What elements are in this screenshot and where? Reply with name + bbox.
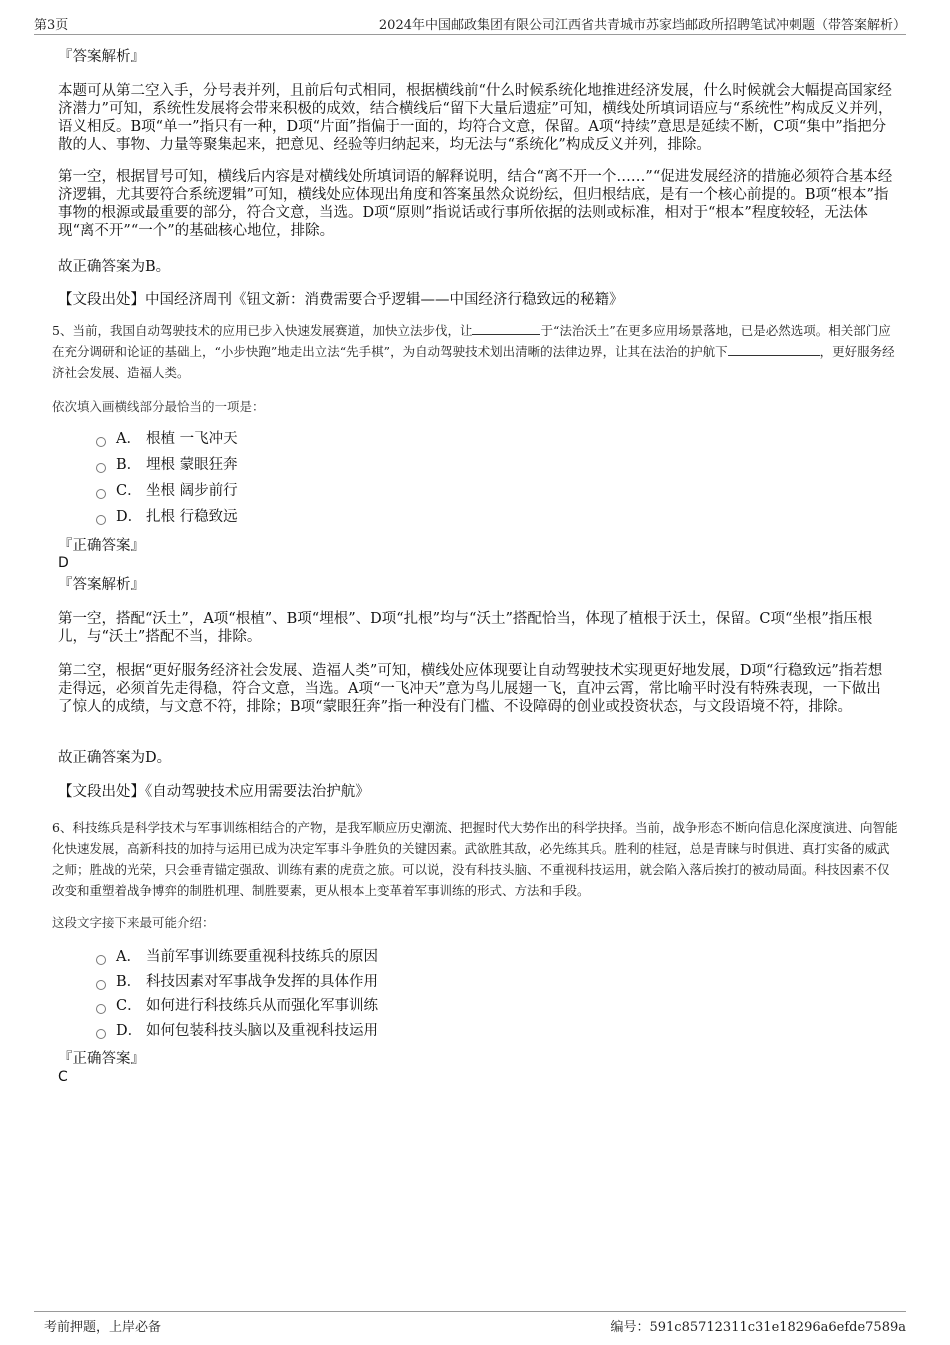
option-letter: A．	[116, 431, 141, 447]
q4-source: 【文段出处】中国经济周刊《钮文新：消费需要合乎逻辑——中国经济行稳致远的秘籍》	[58, 292, 624, 308]
page-footer	[34, 1311, 906, 1336]
q5-option-b[interactable]	[96, 456, 238, 474]
option-text: 扎根 行稳致远	[146, 509, 238, 525]
radio-icon[interactable]	[96, 980, 106, 990]
option-letter: C．	[116, 483, 142, 499]
radio-icon[interactable]	[96, 463, 106, 473]
radio-icon[interactable]	[96, 489, 106, 499]
q5-analysis-para1: 第一空，搭配“沃土”，A项“根植”、B项“埋根”、D项“扎根”均与“沃土”搭配恰当，体现了植根于沃土，保留。C项“坐根”指压根儿，与“沃土”搭配不当，排除。	[58, 611, 873, 645]
q6-stem: 6、科技练兵是科学技术与军事训练相结合的产物，是我军顺应历史潮流、把握时代大势作出的科学抉择。当前，战争形态不断向信息化深度演进、向智能化快速发展，高新科技的加持与运用已成为决定军事斗争胜负的关键因素。武欲胜其敌，必先练其兵。胜利的桂冠，总是青睐与时俱进、真打实备的威武之师；胜战的光荣，只会垂青锚定强敌、训练有素的虎贲之旅。可以说，没有科技头脑、不重视科技运用，就会陷入落后挨打的被动局面。科技因素不仅改变和重塑着战争博弈的制胜机理、制胜要素，更从根本上变革着军事训练的形式、方法和手段。	[52, 820, 898, 898]
option-text: 埋根 蒙眼狂奔	[146, 457, 238, 473]
option-text: 坐根 阔步前行	[146, 483, 238, 499]
q5-correct-label: 『正确答案』	[58, 538, 145, 554]
page-header	[34, 12, 906, 35]
page-number: 第3页	[34, 18, 69, 33]
q5-stem-part2: 于“法治沃土”在更多应用场景落地，已是必然选项。相关部门应在充分调研和论证的基础上，“小步快跑”地走出立法“先手棋”，为自动驾驶技术划出清晰的法律边界，让其在法治的护航下	[52, 323, 891, 359]
q4-analysis-para2: 第一空，根据冒号可知，横线后内容是对横线处所填词语的解释说明，结合“离不开一个……”“促进发展经济的措施必须符合基本经济逻辑，尤其要符合系统逻辑”可知，横线处应体现出角度和答案虽然众说纷纭，但归根结底，是有一个核心前提的。B项“根本”指事物的根源或最重要的部分，符合文意，当选。D项“原则”指说话或行事所依据的法则或标准，相对于“根本”程度较轻，无法体现“离不开”“一个”的基础核心地位，排除。	[58, 169, 893, 239]
q5-stem	[52, 320, 900, 383]
radio-icon[interactable]	[96, 955, 106, 965]
option-letter: B．	[116, 974, 142, 990]
option-letter: A．	[116, 949, 141, 965]
radio-icon[interactable]	[96, 515, 106, 525]
q5-option-d[interactable]	[96, 508, 238, 526]
q5-stem-part1: 5、当前，我国自动驾驶技术的应用已步入快速发展赛道，加快立法步伐，让	[52, 323, 473, 338]
footer-motto: 考前押题，上岸必备	[44, 1320, 162, 1335]
q5-analysis-para2: 第二空，根据“更好服务经济社会发展、造福人类”可知，横线处应体现要让自动驾驶技术实现更好地发展，D项“行稳致远”指若想走得远，必须首先走得稳，符合文意，当选。A项“一飞冲天”意为鸟儿展翅一飞，直冲云霄，常比喻平时没有特殊表现，一下做出了惊人的成绩，与文意不符，排除；B项“蒙眼狂奔”指一种没有门槛、不设障碍的创业或投资状态，与文段语境不符，排除。	[58, 663, 883, 715]
option-text: 科技因素对军事战争发挥的具体作用	[146, 974, 378, 990]
option-letter: C．	[116, 998, 142, 1014]
option-text: 当前军事训练要重视科技练兵的原因	[146, 949, 378, 965]
q5-option-c[interactable]	[96, 482, 238, 500]
q5-stem-part3: ，更好服务经济社会发展、造福人类。	[52, 344, 895, 380]
option-letter: D．	[116, 509, 143, 525]
q6-correct-label: 『正确答案』	[58, 1051, 145, 1067]
q5-correct-answer: D	[58, 555, 69, 571]
q5-source: 【文段出处】《自动驾驶技术应用需要法治护航》	[58, 784, 370, 800]
radio-icon[interactable]	[96, 1004, 106, 1014]
q4-analysis-para1: 本题可从第二空入手，分号表并列，且前后句式相同，根据横线前“什么时候系统化地推进经济发展，什么时候就会大幅提高国家经济潜力”可知，系统性发展将会带来积极的成效，结合横线后“留下大量后遗症”可知，横线处所填词语应与“系统性”构成反义并列，语义相反。B项“单一”指只有一种，D项“片面”指偏于一面的，均符合文意，保留。A项“持续”意思是延续不断，C项“集中”指把分散的人、事物、力量等聚集起来，把意见、经验等归纳起来，均无法与“系统化”构成反义并列，排除。	[58, 83, 893, 153]
option-text: 根植 一飞冲天	[146, 431, 238, 447]
option-text: 如何包装科技头脑以及重视科技运用	[146, 1023, 378, 1039]
q6-option-c[interactable]	[96, 997, 378, 1015]
q6-correct-answer: C	[58, 1069, 68, 1085]
document-title: 2024年中国邮政集团有限公司江西省共青城市苏家垱邮政所招聘笔试冲刺题（带答案解析）	[378, 18, 906, 33]
option-letter: D．	[116, 1023, 143, 1039]
q6-option-b[interactable]	[96, 973, 378, 991]
q6-prompt: 这段文字接下来最可能介绍：	[52, 915, 215, 930]
q4-analysis-label: 『答案解析』	[58, 49, 145, 65]
q5-option-a[interactable]	[96, 430, 238, 448]
q5-prompt: 依次填入画横线部分最恰当的一项是：	[52, 399, 265, 414]
q6-option-a[interactable]	[96, 948, 378, 966]
q5-blank-2	[728, 343, 820, 356]
q5-analysis-label: 『答案解析』	[58, 577, 145, 593]
document-code: 编号：591c85712311c31e18296a6efde7589a	[610, 1320, 906, 1335]
q5-blank-1	[472, 322, 540, 335]
q5-conclusion: 故正确答案为D。	[58, 750, 172, 766]
option-letter: B．	[116, 457, 142, 473]
option-text: 如何进行科技练兵从而强化军事训练	[146, 998, 378, 1014]
radio-icon[interactable]	[96, 1029, 106, 1039]
radio-icon[interactable]	[96, 437, 106, 447]
q4-conclusion: 故正确答案为B。	[58, 259, 171, 275]
q6-option-d[interactable]	[96, 1022, 378, 1040]
